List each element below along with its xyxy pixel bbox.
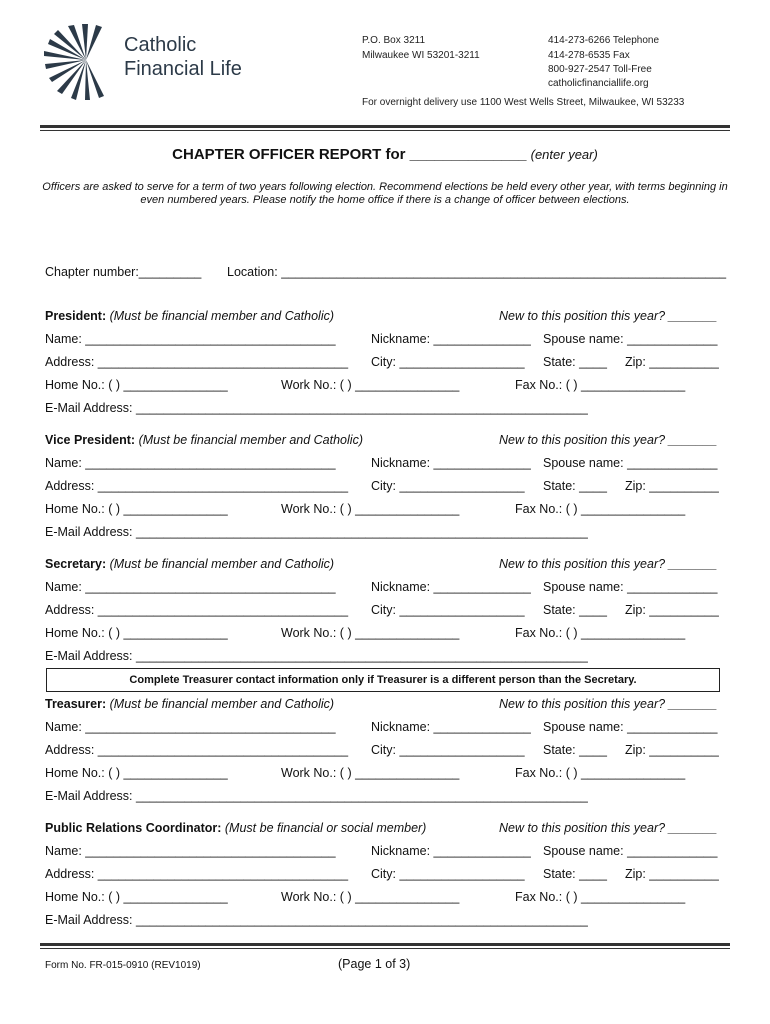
city-field[interactable]: City: __________________ (371, 867, 525, 881)
new-to-position-field[interactable]: New to this position this year? _______ (499, 309, 718, 323)
form-title (0, 146, 770, 163)
section-note: (Must be financial or social member) (224, 821, 427, 835)
new-to-position-field[interactable]: New to this position this year? _______ (499, 433, 718, 447)
zip-field[interactable]: Zip: __________ (625, 743, 719, 757)
work-phone-field[interactable]: Work No.: ( ) _______________ (281, 766, 460, 780)
section-title: Treasurer: (45, 697, 107, 711)
chapter-location-field[interactable]: Location: ________________________________________________________________ (227, 265, 727, 279)
nickname-field[interactable]: Nickname: ______________ (371, 844, 531, 858)
nickname-field[interactable]: Nickname: ______________ (371, 332, 531, 346)
spouse-name-field[interactable]: Spouse name: _____________ (543, 332, 718, 346)
fax-number-field[interactable]: Fax No.: ( ) _______________ (515, 626, 686, 640)
fax-number-field[interactable]: Fax No.: ( ) _______________ (515, 766, 686, 780)
section-title: Vice President: (45, 433, 136, 447)
email-field[interactable]: E-Mail Address: _________________________________________________________________ (45, 789, 588, 803)
new-to-position-field[interactable]: New to this position this year? _______ (499, 821, 718, 835)
section-heading (45, 309, 334, 323)
address-field[interactable]: Address: ____________________________________ (45, 867, 349, 881)
section-heading (45, 697, 334, 711)
logo-text-line2: Financial Life (124, 58, 242, 80)
spouse-name-field[interactable]: Spouse name: _____________ (543, 456, 718, 470)
work-phone-field[interactable]: Work No.: ( ) _______________ (281, 626, 460, 640)
phone-tollfree: 800-927-2547 Toll-Free (548, 64, 652, 75)
address-field[interactable]: Address: ____________________________________ (45, 603, 349, 617)
home-phone-field[interactable]: Home No.: ( ) _______________ (45, 378, 228, 392)
name-field[interactable]: Name: ____________________________________ (45, 456, 336, 470)
overnight-delivery: For overnight delivery use 1100 West Wells Street, Milwaukee, WI 53233 (362, 97, 685, 108)
address-field[interactable]: Address: ____________________________________ (45, 479, 349, 493)
section-note: (Must be financial member and Catholic) (109, 309, 335, 323)
home-phone-field[interactable]: Home No.: ( ) _______________ (45, 626, 228, 640)
section-note: (Must be financial member and Catholic) (109, 697, 335, 711)
spouse-name-field[interactable]: Spouse name: _____________ (543, 720, 718, 734)
section-heading (45, 821, 426, 835)
section-heading (45, 557, 334, 571)
fax-number-field[interactable]: Fax No.: ( ) _______________ (515, 890, 686, 904)
website: catholicfinanciallife.org (548, 78, 649, 89)
city-field[interactable]: City: __________________ (371, 479, 525, 493)
name-field[interactable]: Name: ____________________________________ (45, 332, 336, 346)
zip-field[interactable]: Zip: __________ (625, 867, 719, 881)
phone-fax: 414-278-6535 Fax (548, 50, 630, 61)
section-title: Secretary: (45, 557, 107, 571)
work-phone-field[interactable]: Work No.: ( ) _______________ (281, 890, 460, 904)
section-heading (45, 433, 363, 447)
address-field[interactable]: Address: ____________________________________ (45, 743, 349, 757)
form-title-main: CHAPTER OFFICER REPORT for ______________ (172, 146, 527, 163)
nickname-field[interactable]: Nickname: ______________ (371, 720, 531, 734)
section-title: Public Relations Coordinator: (45, 821, 222, 835)
section-note: (Must be financial member and Catholic) (138, 433, 363, 447)
fax-number-field[interactable]: Fax No.: ( ) _______________ (515, 378, 686, 392)
state-field[interactable]: State: ____ (543, 479, 607, 493)
state-field[interactable]: State: ____ (543, 355, 607, 369)
name-field[interactable]: Name: ____________________________________ (45, 720, 336, 734)
form-title-year: (enter year) (530, 147, 598, 162)
name-field[interactable]: Name: ____________________________________ (45, 844, 336, 858)
logo-text-line1: Catholic (124, 34, 197, 56)
treasurer-notice: Complete Treasurer contact information only if Treasurer is a different person than the Secretary. (46, 668, 720, 692)
state-field[interactable]: State: ____ (543, 603, 607, 617)
nickname-field[interactable]: Nickname: ______________ (371, 456, 531, 470)
work-phone-field[interactable]: Work No.: ( ) _______________ (281, 502, 460, 516)
intro-text: Officers are asked to serve for a term of two years following election. Recommend elections be held every other year, with terms beginning in even numbered years. Please notify the home office if there is a change of officer between elections. (42, 181, 728, 206)
email-field[interactable]: E-Mail Address: _________________________________________________________________ (45, 525, 588, 539)
header-divider (40, 125, 730, 131)
zip-field[interactable]: Zip: __________ (625, 355, 719, 369)
email-field[interactable]: E-Mail Address: _________________________________________________________________ (45, 913, 588, 927)
page-number: (Page 1 of 3) (338, 957, 411, 971)
home-phone-field[interactable]: Home No.: ( ) _______________ (45, 890, 228, 904)
new-to-position-field[interactable]: New to this position this year? _______ (499, 557, 718, 571)
spouse-name-field[interactable]: Spouse name: _____________ (543, 844, 718, 858)
email-field[interactable]: E-Mail Address: _________________________________________________________________ (45, 401, 588, 415)
phone-telephone: 414-273-6266 Telephone (548, 35, 660, 46)
city-field[interactable]: City: __________________ (371, 355, 525, 369)
section-title: President: (45, 309, 107, 323)
home-phone-field[interactable]: Home No.: ( ) _______________ (45, 502, 228, 516)
zip-field[interactable]: Zip: __________ (625, 479, 719, 493)
nickname-field[interactable]: Nickname: ______________ (371, 580, 531, 594)
address-field[interactable]: Address: ____________________________________ (45, 355, 349, 369)
spouse-name-field[interactable]: Spouse name: _____________ (543, 580, 718, 594)
name-field[interactable]: Name: ____________________________________ (45, 580, 336, 594)
fax-number-field[interactable]: Fax No.: ( ) _______________ (515, 502, 686, 516)
email-field[interactable]: E-Mail Address: _________________________________________________________________ (45, 649, 588, 663)
home-phone-field[interactable]: Home No.: ( ) _______________ (45, 766, 228, 780)
state-field[interactable]: State: ____ (543, 743, 607, 757)
footer-divider (40, 943, 730, 949)
city-field[interactable]: City: __________________ (371, 743, 525, 757)
state-field[interactable]: State: ____ (543, 867, 607, 881)
address-line2: Milwaukee WI 53201-3211 (362, 50, 480, 61)
chapter-number-field[interactable]: Chapter number:_________ (45, 265, 202, 279)
new-to-position-field[interactable]: New to this position this year? _______ (499, 697, 718, 711)
work-phone-field[interactable]: Work No.: ( ) _______________ (281, 378, 460, 392)
section-note: (Must be financial member and Catholic) (109, 557, 335, 571)
city-field[interactable]: City: __________________ (371, 603, 525, 617)
zip-field[interactable]: Zip: __________ (625, 603, 719, 617)
address-line1: P.O. Box 3211 (362, 35, 426, 46)
form-number: Form No. FR-015-0910 (REV1019) (45, 960, 201, 971)
